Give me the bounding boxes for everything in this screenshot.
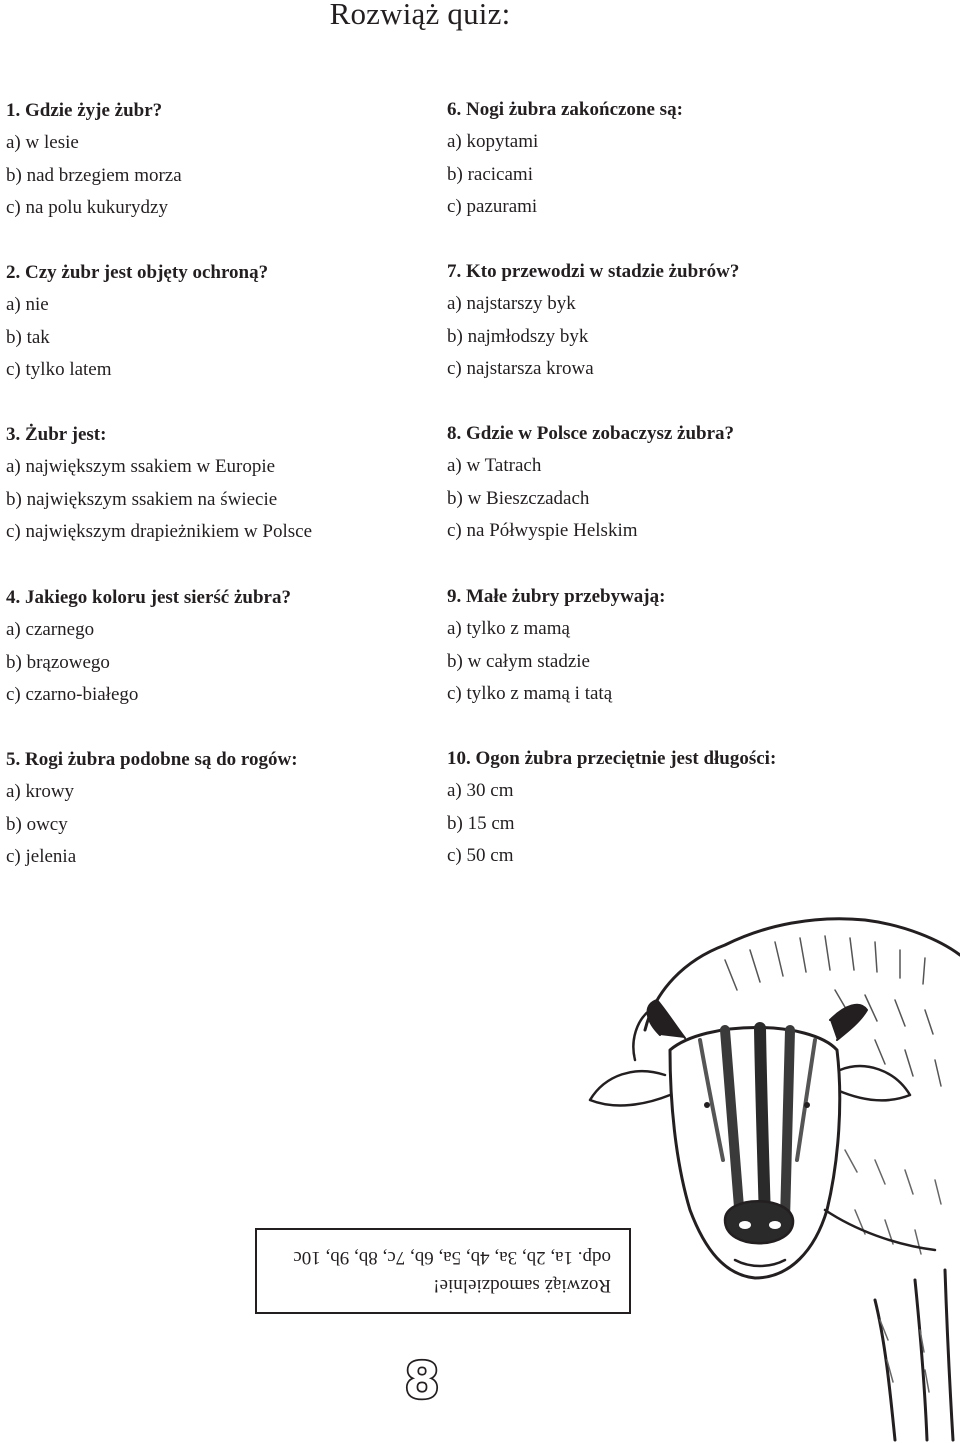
answer-option-a: a) tylko z mamą — [447, 618, 570, 639]
question-title: 3. Żubr jest: — [6, 424, 107, 445]
question-title: 8. Gdzie w Polsce zobaczysz żubra? — [447, 423, 735, 444]
question-7 — [447, 256, 947, 386]
page-number: 8 — [404, 1352, 440, 1404]
answer-option-c: c) na Półwyspie Helskim — [447, 520, 638, 541]
question-title: 2. Czy żubr jest objęty ochroną? — [6, 262, 269, 283]
question-title: 9. Małe żubry przebywają: — [447, 586, 666, 607]
answer-key-box — [255, 1228, 631, 1314]
question-3 — [6, 419, 426, 549]
question-title: 1. Gdzie żyje żubr? — [6, 100, 163, 121]
question-title: 7. Kto przewodzi w stadzie żubrów? — [447, 261, 740, 282]
question-8 — [447, 418, 947, 548]
question-6 — [447, 94, 947, 224]
question-2 — [6, 257, 426, 387]
answer-option-a: a) kopytami — [447, 131, 539, 152]
question-5 — [6, 744, 426, 874]
answer-option-a: a) w Tatrach — [447, 455, 542, 476]
answer-option-b: b) owcy — [6, 813, 68, 835]
answer-option-a: a) w lesie — [6, 132, 79, 153]
page-number-badge — [398, 1352, 446, 1404]
answer-option-b: b) brązowego — [6, 651, 110, 673]
question-9 — [447, 581, 947, 711]
question-10 — [447, 743, 947, 873]
answer-option-a: a) czarnego — [6, 619, 95, 640]
question-4 — [6, 582, 426, 712]
answer-option-a: a) nie — [6, 294, 49, 315]
answer-option-a: a) krowy — [6, 781, 75, 802]
answer-option-c: c) 50 cm — [447, 845, 514, 866]
answer-option-a: a) najstarszy byk — [447, 293, 576, 314]
answer-key-instruction: Rozwiąż samodzielnie! — [433, 1275, 611, 1296]
answer-option-b: b) nad brzegiem morza — [6, 164, 182, 186]
question-title: 5. Rogi żubra podobne są do rogów: — [6, 749, 298, 770]
answer-option-c: c) tylko z mamą i tatą — [447, 683, 613, 704]
answer-option-b: b) najmłodszy byk — [447, 325, 589, 347]
answer-option-b: b) tak — [6, 326, 50, 348]
answer-option-b: b) 15 cm — [447, 812, 515, 834]
answer-option-c: c) tylko latem — [6, 359, 112, 380]
answer-option-b: b) w całym stadzie — [447, 650, 590, 672]
answer-key-answers: odp. 1a, 2b, 3a, 4b, 5a, 6b, 7c, 8b, 9b, 10c — [293, 1247, 611, 1268]
question-title: 10. Ogon żubra przeciętnie jest długości: — [447, 748, 777, 769]
question-1 — [6, 95, 426, 225]
question-title: 6. Nogi żubra zakończone są: — [447, 99, 683, 120]
answer-option-c: c) największym drapieżnikiem w Polsce — [6, 521, 313, 542]
bison-illustration-icon — [575, 900, 960, 1443]
answer-option-a: a) 30 cm — [447, 780, 514, 801]
question-title: 4. Jakiego koloru jest sierść żubra? — [6, 587, 291, 608]
page-title: Rozwiąż quiz: — [329, 0, 511, 31]
answer-option-b: b) największym ssakiem na świecie — [6, 488, 278, 510]
answer-option-b: b) racicami — [447, 163, 533, 185]
answer-option-b: b) w Bieszczadach — [447, 487, 590, 509]
answer-option-c: c) pazurami — [447, 196, 538, 217]
answer-option-c: c) czarno-białego — [6, 684, 139, 705]
answer-option-a: a) największym ssakiem w Europie — [6, 456, 276, 477]
answer-option-c: c) na polu kukurydzy — [6, 197, 168, 218]
answer-option-c: c) jelenia — [6, 846, 77, 867]
answer-option-c: c) najstarsza krowa — [447, 358, 594, 379]
